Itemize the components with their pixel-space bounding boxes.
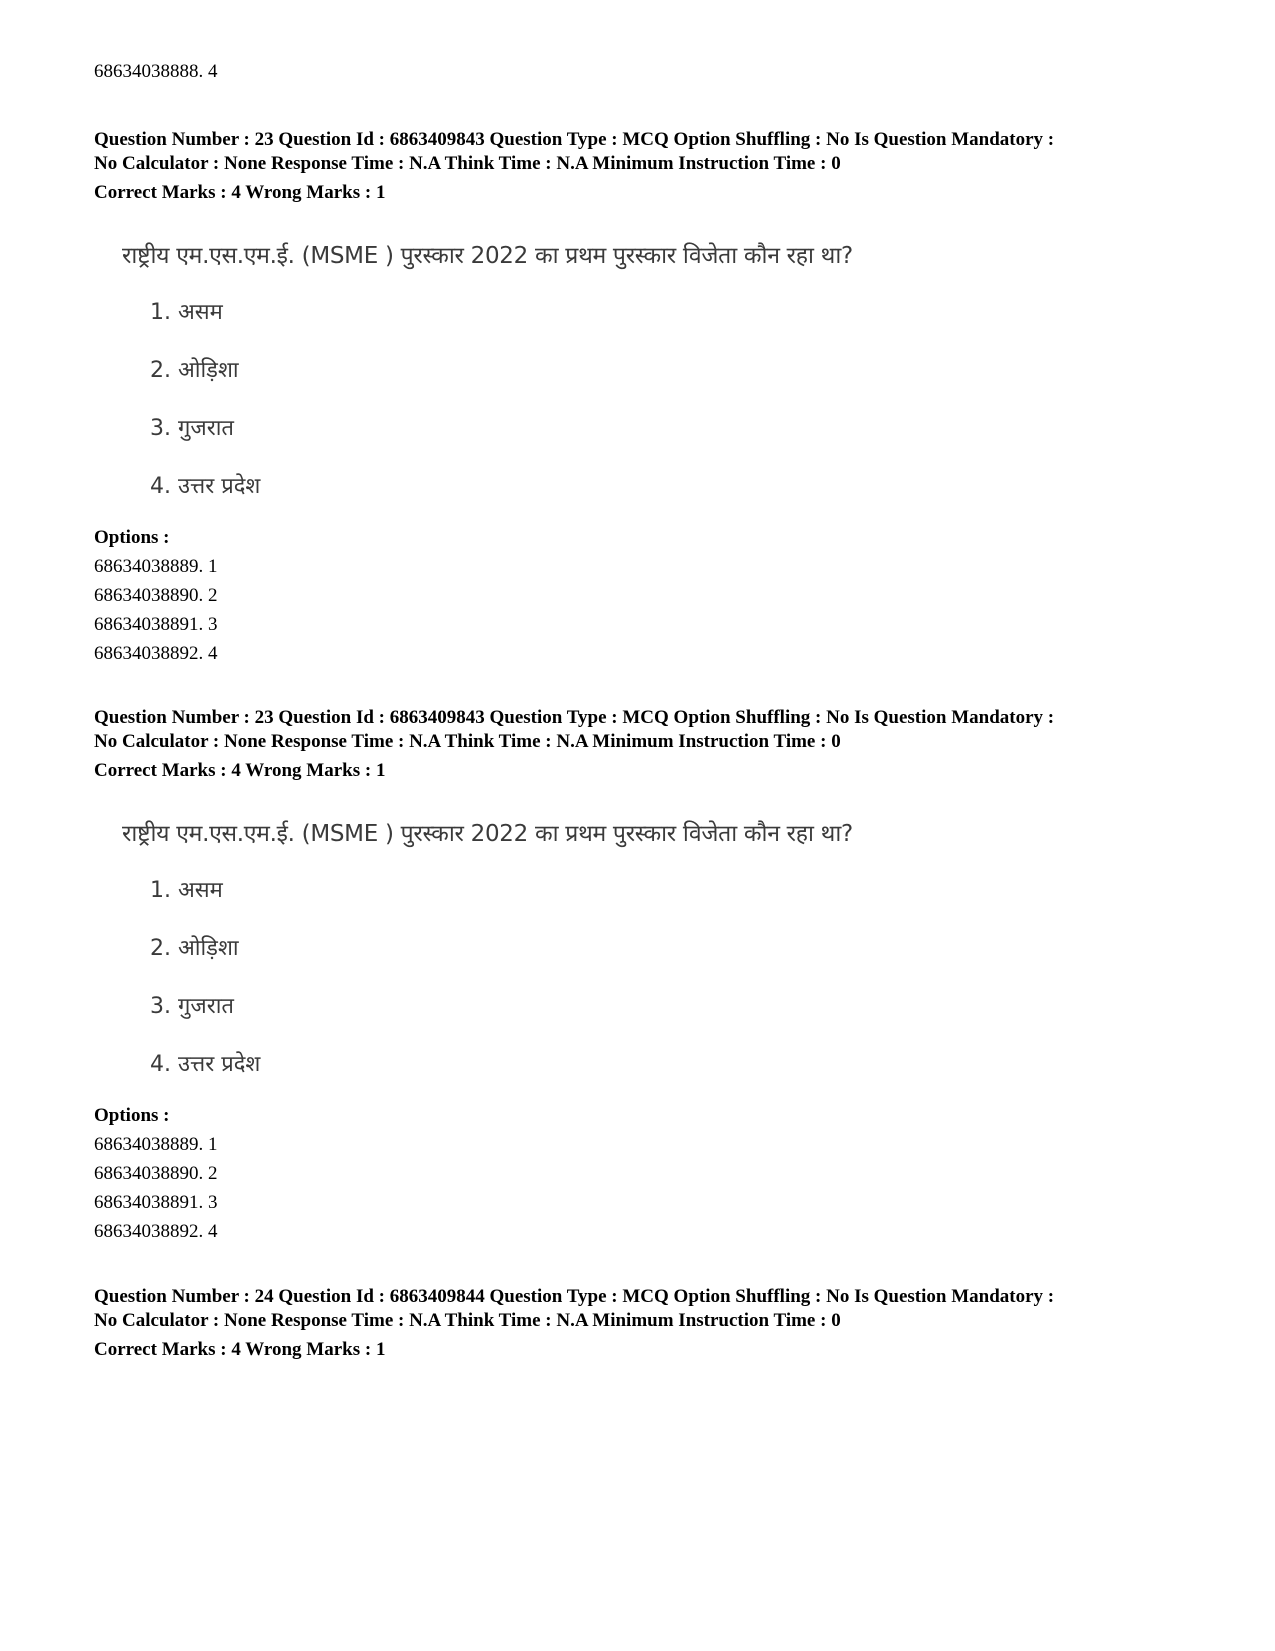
question-header-line2: No Calculator : None Response Time : N.A Think Time : N.A Minimum Instruction Time : 0 — [94, 1310, 841, 1331]
choice-3: 3. गुजरात — [150, 994, 234, 1019]
choice-1: 1. असम — [150, 300, 223, 325]
question-marks: Correct Marks : 4 Wrong Marks : 1 — [94, 182, 386, 203]
choice-2: 2. ओड़िशा — [150, 358, 239, 383]
choice-1: 1. असम — [150, 878, 223, 903]
choice-2: 2. ओड़िशा — [150, 936, 239, 961]
previous-option-line: 68634038888. 4 — [94, 61, 218, 82]
question-text: राष्ट्रीय एम.एस.एम.ई. (MSME ) पुरस्कार 2022 का प्रथम पुरस्कार विजेता कौन रहा था? — [122, 243, 853, 269]
question-marks: Correct Marks : 4 Wrong Marks : 1 — [94, 1339, 386, 1360]
option-id-1: 68634038889. 1 — [94, 556, 218, 577]
question-image — [94, 808, 994, 1108]
option-id-2: 68634038890. 2 — [94, 1163, 218, 1184]
option-id-1: 68634038889. 1 — [94, 1134, 218, 1155]
question-text: राष्ट्रीय एम.एस.एम.ई. (MSME ) पुरस्कार 2022 का प्रथम पुरस्कार विजेता कौन रहा था? — [122, 821, 853, 847]
choice-4: 4. उत्तर प्रदेश — [150, 1052, 261, 1077]
option-id-3: 68634038891. 3 — [94, 614, 218, 635]
option-id-4: 68634038892. 4 — [94, 643, 218, 664]
question-header-line1: Question Number : 23 Question Id : 6863409843 Question Type : MCQ Option Shuffling : No Is Question Mandatory : — [94, 129, 1055, 150]
question-image — [94, 230, 994, 530]
question-header-line2: No Calculator : None Response Time : N.A Think Time : N.A Minimum Instruction Time : 0 — [94, 153, 841, 174]
question-marks: Correct Marks : 4 Wrong Marks : 1 — [94, 760, 386, 781]
options-label: Options : — [94, 527, 170, 548]
choice-4: 4. उत्तर प्रदेश — [150, 474, 261, 499]
question-header-line1: Question Number : 23 Question Id : 6863409843 Question Type : MCQ Option Shuffling : No Is Question Mandatory : — [94, 707, 1055, 728]
option-id-4: 68634038892. 4 — [94, 1221, 218, 1242]
question-header-line2: No Calculator : None Response Time : N.A Think Time : N.A Minimum Instruction Time : 0 — [94, 731, 841, 752]
choice-3: 3. गुजरात — [150, 416, 234, 441]
question-header-line1: Question Number : 24 Question Id : 6863409844 Question Type : MCQ Option Shuffling : No Is Question Mandatory : — [94, 1286, 1055, 1307]
option-id-3: 68634038891. 3 — [94, 1192, 218, 1213]
options-label: Options : — [94, 1105, 170, 1126]
option-id-2: 68634038890. 2 — [94, 585, 218, 606]
